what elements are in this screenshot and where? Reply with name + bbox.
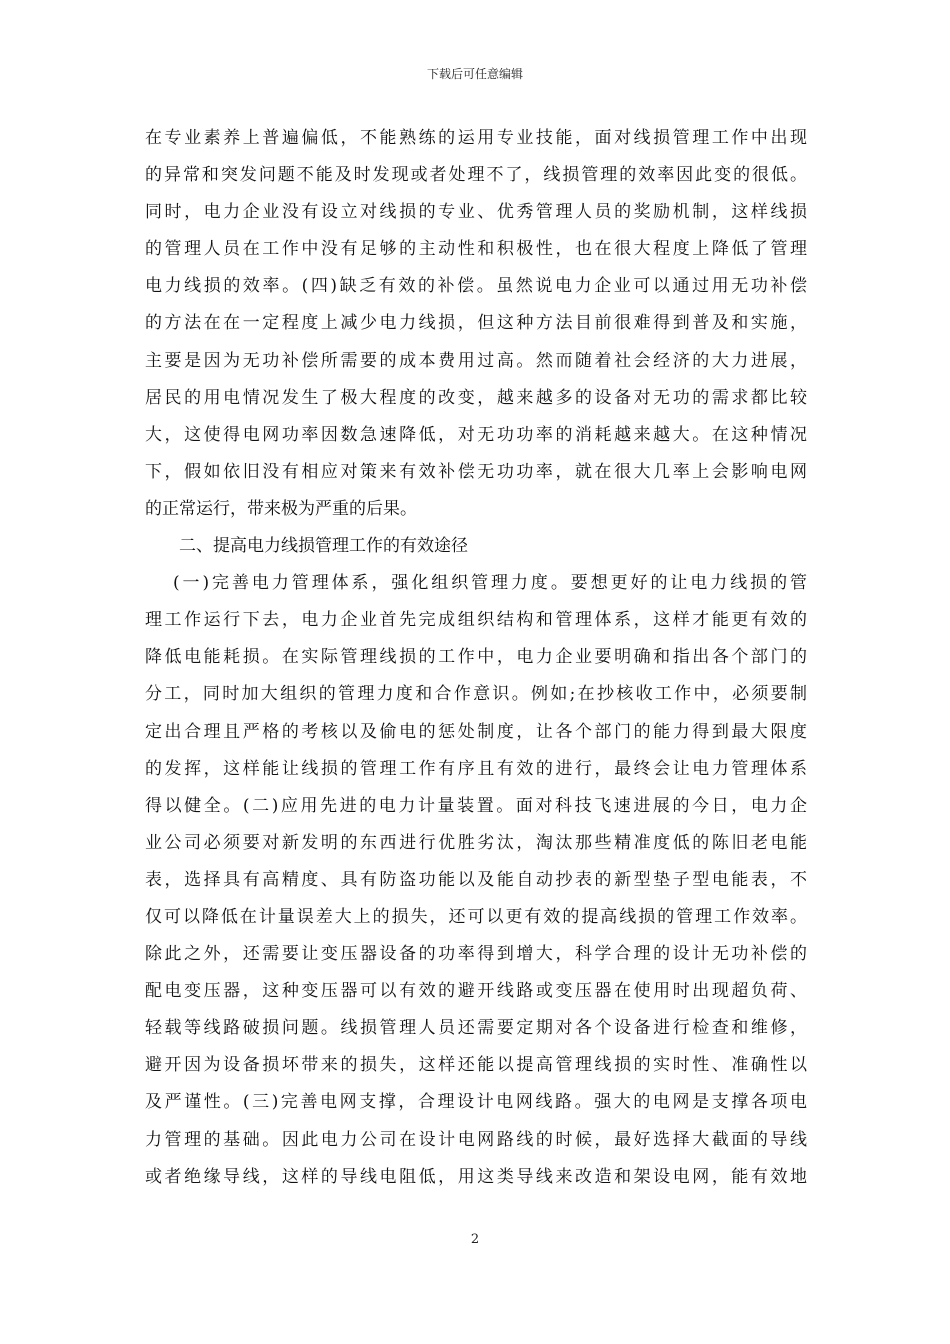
text-line: 大，这使得电网功率因数急速降低，对无功功率的消耗越来越大。在这种情况: [145, 424, 807, 445]
text-line: 定出合理且严格的考核以及偷电的惩处制度，让各个部门的能力得到最大限度: [145, 721, 807, 742]
text-line: 居民的用电情况发生了极大程度的改变，越来越多的设备对无功的需求都比较: [145, 387, 807, 408]
document-body: [145, 120, 807, 1196]
text-line: 的发挥，这样能让线损的管理工作有序且有效的进行，最终会让电力管理体系: [145, 758, 807, 779]
text-line: 或者绝缘导线，这样的导线电阻低，用这类导线来改造和架设电网，能有效地: [145, 1166, 807, 1187]
text-line: 下，假如依旧没有相应对策来有效补偿无功功率，就在很大几率上会影响电网: [145, 461, 807, 482]
text-line: 理工作运行下去，电力企业首先完成组织结构和管理体系，这样才能更有效的: [145, 610, 807, 631]
text-line: 同时，电力企业没有设立对线损的专业、优秀管理人员的奖励机制，这样线损: [145, 202, 807, 223]
text-line: 的异常和突发问题不能及时发现或者处理不了，线损管理的效率因此变的很低。: [145, 165, 807, 186]
text-line: 业公司必须要对新发明的东西进行优胜劣汰，淘汰那些精准度低的陈旧老电能: [145, 832, 807, 853]
text-line: 轻载等线路破损问题。线损管理人员还需要定期对各个设备进行检查和维修，: [145, 1018, 807, 1039]
text-line: 降低电能耗损。在实际管理线损的工作中，电力企业要明确和指出各个部门的: [145, 647, 807, 668]
text-line: 表，选择具有高精度、具有防盗功能以及能自动抄表的新型垫子型电能表，不: [145, 869, 807, 890]
page-header: 下载后可任意编辑: [426, 67, 523, 81]
text-line: 分工，同时加大组织的管理力度和合作意识。例如;在抄核收工作中，必须要制: [145, 684, 807, 705]
text-line: 仅可以降低在计量误差大上的损失，还可以更有效的提高线损的管理工作效率。: [145, 906, 807, 927]
text-line: 主要是因为无功补偿所需要的成本费用过高。然而随着社会经济的大力进展，: [145, 350, 807, 371]
text-line: 得以健全。(二)应用先进的电力计量装置。面对科技飞速进展的今日，电力企: [145, 795, 807, 816]
text-line: 在专业素养上普遍偏低，不能熟练的运用专业技能，面对线损管理工作中出现: [145, 128, 807, 148]
text-line: 力管理的基础。因此电力公司在设计电网路线的时候，最好选择大截面的导线: [145, 1129, 807, 1150]
text-line: 及严谨性。(三)完善电网支撑，合理设计电网线路。强大的电网是支撑各项电: [145, 1092, 807, 1113]
page-number: 2: [470, 1232, 480, 1247]
text-line: 的管理人员在工作中没有足够的主动性和积极性，也在很大程度上降低了管理: [145, 239, 807, 260]
text-line: 电力线损的效率。(四)缺乏有效的补偿。虽然说电力企业可以通过用无功补偿: [145, 276, 807, 297]
text-line: (一)完善电力管理体系，强化组织管理力度。要想更好的让电力线损的管: [173, 573, 807, 594]
text-line: 避开因为设备损坏带来的损失，这样还能以提高管理线损的实时性、准确性以: [145, 1055, 807, 1076]
text-line: 的方法在在一定程度上减少电力线损，但这种方法目前很难得到普及和实施，: [145, 313, 807, 334]
text-line: 的正常运行，带来极为严重的后果。: [145, 498, 417, 519]
text-line: 除此之外，还需要让变压器设备的功率得到增大，科学合理的设计无功补偿的: [145, 944, 807, 965]
text-line: 配电变压器，这种变压器可以有效的避开线路或变压器在使用时出现超负荷、: [145, 981, 807, 1002]
section-heading: 二、提高电力线损管理工作的有效途径: [179, 536, 468, 557]
